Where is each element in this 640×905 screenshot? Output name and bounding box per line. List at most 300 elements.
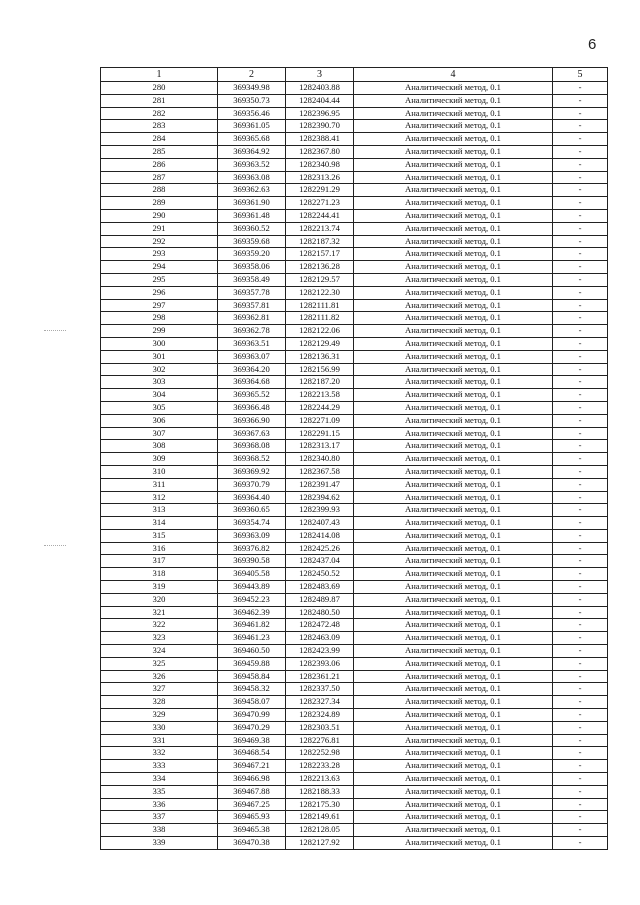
method-cell: Аналитический метод, 0.1: [354, 325, 553, 338]
method-cell: Аналитический метод, 0.1: [354, 670, 553, 683]
table-row: [101, 286, 608, 299]
point-number-cell: 329: [101, 709, 218, 722]
note-cell: -: [553, 747, 608, 760]
x-coordinate-cell: 369467.21: [218, 760, 286, 773]
margin-mark: [44, 545, 66, 546]
table-row: [101, 529, 608, 542]
x-coordinate-cell: 369363.52: [218, 158, 286, 171]
x-coordinate-cell: 369465.93: [218, 811, 286, 824]
method-cell: Аналитический метод, 0.1: [354, 734, 553, 747]
method-cell: Аналитический метод, 0.1: [354, 824, 553, 837]
table-row: [101, 581, 608, 594]
table-row: [101, 785, 608, 798]
note-cell: -: [553, 581, 608, 594]
method-cell: Аналитический метод, 0.1: [354, 517, 553, 530]
table-row: [101, 440, 608, 453]
note-cell: -: [553, 645, 608, 658]
method-cell: Аналитический метод, 0.1: [354, 645, 553, 658]
point-number-cell: 315: [101, 529, 218, 542]
table-row: [101, 773, 608, 786]
x-coordinate-cell: 369369.92: [218, 465, 286, 478]
x-coordinate-cell: 369362.78: [218, 325, 286, 338]
point-number-cell: 326: [101, 670, 218, 683]
note-cell: -: [553, 632, 608, 645]
y-coordinate-cell: 1282136.28: [286, 261, 354, 274]
x-coordinate-cell: 369470.38: [218, 837, 286, 850]
method-cell: Аналитический метод, 0.1: [354, 145, 553, 158]
table-row: [101, 107, 608, 120]
table-row: [101, 325, 608, 338]
point-number-cell: 288: [101, 184, 218, 197]
x-coordinate-cell: 369370.79: [218, 478, 286, 491]
point-number-cell: 291: [101, 222, 218, 235]
y-coordinate-cell: 1282244.41: [286, 209, 354, 222]
table-row: [101, 350, 608, 363]
note-cell: -: [553, 709, 608, 722]
point-number-cell: 336: [101, 798, 218, 811]
x-coordinate-cell: 369350.73: [218, 94, 286, 107]
y-coordinate-cell: 1282111.81: [286, 299, 354, 312]
table-header-row: [101, 68, 608, 82]
point-number-cell: 330: [101, 721, 218, 734]
margin-mark: [44, 330, 66, 331]
note-cell: -: [553, 619, 608, 632]
y-coordinate-cell: 1282122.30: [286, 286, 354, 299]
x-coordinate-cell: 369364.20: [218, 363, 286, 376]
table-row: [101, 760, 608, 773]
method-cell: Аналитический метод, 0.1: [354, 286, 553, 299]
table-row: [101, 197, 608, 210]
point-number-cell: 334: [101, 773, 218, 786]
table-row: [101, 337, 608, 350]
x-coordinate-cell: 369460.50: [218, 645, 286, 658]
table-row: [101, 632, 608, 645]
x-coordinate-cell: 369364.68: [218, 376, 286, 389]
note-cell: -: [553, 158, 608, 171]
x-coordinate-cell: 369356.46: [218, 107, 286, 120]
table-row: [101, 133, 608, 146]
table-row: [101, 273, 608, 286]
note-cell: -: [553, 593, 608, 606]
point-number-cell: 295: [101, 273, 218, 286]
x-coordinate-cell: 369467.25: [218, 798, 286, 811]
note-cell: -: [553, 363, 608, 376]
note-cell: -: [553, 401, 608, 414]
table-row: [101, 837, 608, 850]
method-cell: Аналитический метод, 0.1: [354, 401, 553, 414]
note-cell: -: [553, 350, 608, 363]
note-cell: -: [553, 389, 608, 402]
note-cell: -: [553, 414, 608, 427]
x-coordinate-cell: 369357.78: [218, 286, 286, 299]
note-cell: -: [553, 299, 608, 312]
table-row: [101, 82, 608, 95]
note-cell: -: [553, 606, 608, 619]
method-cell: Аналитический метод, 0.1: [354, 94, 553, 107]
table-row: [101, 568, 608, 581]
method-cell: Аналитический метод, 0.1: [354, 504, 553, 517]
point-number-cell: 318: [101, 568, 218, 581]
y-coordinate-cell: 1282483.69: [286, 581, 354, 594]
y-coordinate-cell: 1282404.44: [286, 94, 354, 107]
table-row: [101, 235, 608, 248]
table-row: [101, 709, 608, 722]
table-row: [101, 798, 608, 811]
method-cell: Аналитический метод, 0.1: [354, 261, 553, 274]
note-cell: -: [553, 248, 608, 261]
x-coordinate-cell: 369365.52: [218, 389, 286, 402]
table-row: [101, 427, 608, 440]
method-cell: Аналитический метод, 0.1: [354, 632, 553, 645]
y-coordinate-cell: 1282394.62: [286, 491, 354, 504]
x-coordinate-cell: 369357.81: [218, 299, 286, 312]
table-row: [101, 184, 608, 197]
x-coordinate-cell: 369359.20: [218, 248, 286, 261]
point-number-cell: 312: [101, 491, 218, 504]
point-number-cell: 314: [101, 517, 218, 530]
method-cell: Аналитический метод, 0.1: [354, 593, 553, 606]
x-coordinate-cell: 369364.40: [218, 491, 286, 504]
table-row: [101, 593, 608, 606]
y-coordinate-cell: 1282361.21: [286, 670, 354, 683]
column-header-3: 3: [286, 68, 354, 82]
method-cell: Аналитический метод, 0.1: [354, 798, 553, 811]
x-coordinate-cell: 369468.54: [218, 747, 286, 760]
y-coordinate-cell: 1282340.98: [286, 158, 354, 171]
note-cell: -: [553, 504, 608, 517]
note-cell: -: [553, 670, 608, 683]
x-coordinate-cell: 369467.88: [218, 785, 286, 798]
note-cell: -: [553, 107, 608, 120]
method-cell: Аналитический метод, 0.1: [354, 709, 553, 722]
point-number-cell: 324: [101, 645, 218, 658]
note-cell: -: [553, 235, 608, 248]
note-cell: -: [553, 94, 608, 107]
point-number-cell: 327: [101, 683, 218, 696]
point-number-cell: 319: [101, 581, 218, 594]
point-number-cell: 339: [101, 837, 218, 850]
x-coordinate-cell: 369461.23: [218, 632, 286, 645]
method-cell: Аналитический метод, 0.1: [354, 184, 553, 197]
method-cell: Аналитический метод, 0.1: [354, 337, 553, 350]
point-number-cell: 293: [101, 248, 218, 261]
point-number-cell: 320: [101, 593, 218, 606]
table-row: [101, 606, 608, 619]
note-cell: -: [553, 568, 608, 581]
column-header-2: 2: [218, 68, 286, 82]
note-cell: -: [553, 337, 608, 350]
method-cell: Аналитический метод, 0.1: [354, 581, 553, 594]
method-cell: Аналитический метод, 0.1: [354, 478, 553, 491]
method-cell: Аналитический метод, 0.1: [354, 350, 553, 363]
x-coordinate-cell: 369466.98: [218, 773, 286, 786]
y-coordinate-cell: 1282187.20: [286, 376, 354, 389]
table-row: [101, 747, 608, 760]
note-cell: -: [553, 286, 608, 299]
method-cell: Аналитический метод, 0.1: [354, 107, 553, 120]
note-cell: -: [553, 491, 608, 504]
point-number-cell: 299: [101, 325, 218, 338]
method-cell: Аналитический метод, 0.1: [354, 773, 553, 786]
method-cell: Аналитический метод, 0.1: [354, 811, 553, 824]
y-coordinate-cell: 1282414.08: [286, 529, 354, 542]
note-cell: -: [553, 376, 608, 389]
method-cell: Аналитический метод, 0.1: [354, 427, 553, 440]
x-coordinate-cell: 369362.81: [218, 312, 286, 325]
table-row: [101, 657, 608, 670]
x-coordinate-cell: 369469.38: [218, 734, 286, 747]
x-coordinate-cell: 369360.65: [218, 504, 286, 517]
note-cell: -: [553, 555, 608, 568]
note-cell: -: [553, 798, 608, 811]
table-row: [101, 312, 608, 325]
note-cell: -: [553, 773, 608, 786]
y-coordinate-cell: 1282425.26: [286, 542, 354, 555]
method-cell: Аналитический метод, 0.1: [354, 248, 553, 261]
table-row: [101, 491, 608, 504]
point-number-cell: 303: [101, 376, 218, 389]
coordinates-table: [100, 67, 608, 850]
y-coordinate-cell: 1282340.80: [286, 453, 354, 466]
point-number-cell: 322: [101, 619, 218, 632]
point-number-cell: 302: [101, 363, 218, 376]
point-number-cell: 286: [101, 158, 218, 171]
y-coordinate-cell: 1282157.17: [286, 248, 354, 261]
method-cell: Аналитический метод, 0.1: [354, 760, 553, 773]
y-coordinate-cell: 1282187.32: [286, 235, 354, 248]
note-cell: -: [553, 82, 608, 95]
point-number-cell: 321: [101, 606, 218, 619]
note-cell: -: [553, 312, 608, 325]
y-coordinate-cell: 1282213.63: [286, 773, 354, 786]
y-coordinate-cell: 1282291.29: [286, 184, 354, 197]
table-row: [101, 145, 608, 158]
x-coordinate-cell: 369364.92: [218, 145, 286, 158]
y-coordinate-cell: 1282463.09: [286, 632, 354, 645]
method-cell: Аналитический метод, 0.1: [354, 158, 553, 171]
note-cell: -: [553, 427, 608, 440]
table-body: [101, 82, 608, 850]
table-row: [101, 120, 608, 133]
y-coordinate-cell: 1282303.51: [286, 721, 354, 734]
point-number-cell: 306: [101, 414, 218, 427]
column-header-5: 5: [553, 68, 608, 82]
y-coordinate-cell: 1282367.80: [286, 145, 354, 158]
y-coordinate-cell: 1282391.47: [286, 478, 354, 491]
x-coordinate-cell: 369458.32: [218, 683, 286, 696]
page-number: 6: [588, 36, 597, 53]
x-coordinate-cell: 369366.90: [218, 414, 286, 427]
point-number-cell: 317: [101, 555, 218, 568]
note-cell: -: [553, 273, 608, 286]
method-cell: Аналитический метод, 0.1: [354, 133, 553, 146]
y-coordinate-cell: 1282396.95: [286, 107, 354, 120]
table-row: [101, 465, 608, 478]
x-coordinate-cell: 369365.68: [218, 133, 286, 146]
point-number-cell: 296: [101, 286, 218, 299]
note-cell: -: [553, 785, 608, 798]
method-cell: Аналитический метод, 0.1: [354, 721, 553, 734]
table-row: [101, 248, 608, 261]
y-coordinate-cell: 1282271.23: [286, 197, 354, 210]
x-coordinate-cell: 369363.07: [218, 350, 286, 363]
note-cell: -: [553, 145, 608, 158]
x-coordinate-cell: 369359.68: [218, 235, 286, 248]
note-cell: -: [553, 261, 608, 274]
y-coordinate-cell: 1282337.50: [286, 683, 354, 696]
point-number-cell: 298: [101, 312, 218, 325]
y-coordinate-cell: 1282149.61: [286, 811, 354, 824]
y-coordinate-cell: 1282188.33: [286, 785, 354, 798]
note-cell: -: [553, 453, 608, 466]
point-number-cell: 292: [101, 235, 218, 248]
point-number-cell: 301: [101, 350, 218, 363]
note-cell: -: [553, 824, 608, 837]
y-coordinate-cell: 1282252.98: [286, 747, 354, 760]
table-row: [101, 171, 608, 184]
y-coordinate-cell: 1282399.93: [286, 504, 354, 517]
table-row: [101, 824, 608, 837]
y-coordinate-cell: 1282111.82: [286, 312, 354, 325]
y-coordinate-cell: 1282450.52: [286, 568, 354, 581]
table-row: [101, 683, 608, 696]
table-row: [101, 504, 608, 517]
note-cell: -: [553, 760, 608, 773]
note-cell: -: [553, 657, 608, 670]
y-coordinate-cell: 1282480.50: [286, 606, 354, 619]
note-cell: -: [553, 517, 608, 530]
method-cell: Аналитический метод, 0.1: [354, 542, 553, 555]
point-number-cell: 309: [101, 453, 218, 466]
x-coordinate-cell: 369361.05: [218, 120, 286, 133]
note-cell: -: [553, 734, 608, 747]
table-row: [101, 619, 608, 632]
method-cell: Аналитический метод, 0.1: [354, 209, 553, 222]
y-coordinate-cell: 1282156.99: [286, 363, 354, 376]
x-coordinate-cell: 369354.74: [218, 517, 286, 530]
x-coordinate-cell: 369458.84: [218, 670, 286, 683]
method-cell: Аналитический метод, 0.1: [354, 414, 553, 427]
table-row: [101, 696, 608, 709]
x-coordinate-cell: 369459.88: [218, 657, 286, 670]
x-coordinate-cell: 369367.63: [218, 427, 286, 440]
x-coordinate-cell: 369376.82: [218, 542, 286, 555]
method-cell: Аналитический метод, 0.1: [354, 837, 553, 850]
point-number-cell: 311: [101, 478, 218, 491]
note-cell: -: [553, 197, 608, 210]
y-coordinate-cell: 1282388.41: [286, 133, 354, 146]
note-cell: -: [553, 811, 608, 824]
method-cell: Аналитический метод, 0.1: [354, 465, 553, 478]
table-row: [101, 209, 608, 222]
point-number-cell: 335: [101, 785, 218, 798]
method-cell: Аналитический метод, 0.1: [354, 312, 553, 325]
x-coordinate-cell: 369470.99: [218, 709, 286, 722]
method-cell: Аналитический метод, 0.1: [354, 683, 553, 696]
y-coordinate-cell: 1282213.74: [286, 222, 354, 235]
x-coordinate-cell: 369452.23: [218, 593, 286, 606]
y-coordinate-cell: 1282393.06: [286, 657, 354, 670]
point-number-cell: 325: [101, 657, 218, 670]
note-cell: -: [553, 133, 608, 146]
x-coordinate-cell: 369362.63: [218, 184, 286, 197]
y-coordinate-cell: 1282423.99: [286, 645, 354, 658]
point-number-cell: 290: [101, 209, 218, 222]
table-row: [101, 721, 608, 734]
method-cell: Аналитический метод, 0.1: [354, 555, 553, 568]
y-coordinate-cell: 1282175.30: [286, 798, 354, 811]
point-number-cell: 289: [101, 197, 218, 210]
y-coordinate-cell: 1282271.09: [286, 414, 354, 427]
y-coordinate-cell: 1282407.43: [286, 517, 354, 530]
point-number-cell: 287: [101, 171, 218, 184]
method-cell: Аналитический метод, 0.1: [354, 568, 553, 581]
point-number-cell: 313: [101, 504, 218, 517]
table-row: [101, 670, 608, 683]
point-number-cell: 282: [101, 107, 218, 120]
x-coordinate-cell: 369363.08: [218, 171, 286, 184]
point-number-cell: 294: [101, 261, 218, 274]
point-number-cell: 283: [101, 120, 218, 133]
table-row: [101, 389, 608, 402]
method-cell: Аналитический метод, 0.1: [354, 376, 553, 389]
table-row: [101, 94, 608, 107]
note-cell: -: [553, 120, 608, 133]
y-coordinate-cell: 1282437.04: [286, 555, 354, 568]
x-coordinate-cell: 369443.89: [218, 581, 286, 594]
y-coordinate-cell: 1282276.81: [286, 734, 354, 747]
table-row: [101, 811, 608, 824]
x-coordinate-cell: 369461.82: [218, 619, 286, 632]
method-cell: Аналитический метод, 0.1: [354, 606, 553, 619]
point-number-cell: 284: [101, 133, 218, 146]
y-coordinate-cell: 1282291.15: [286, 427, 354, 440]
point-number-cell: 310: [101, 465, 218, 478]
y-coordinate-cell: 1282244.29: [286, 401, 354, 414]
point-number-cell: 297: [101, 299, 218, 312]
point-number-cell: 307: [101, 427, 218, 440]
y-coordinate-cell: 1282127.92: [286, 837, 354, 850]
y-coordinate-cell: 1282233.28: [286, 760, 354, 773]
x-coordinate-cell: 369405.58: [218, 568, 286, 581]
method-cell: Аналитический метод, 0.1: [354, 747, 553, 760]
y-coordinate-cell: 1282367.58: [286, 465, 354, 478]
y-coordinate-cell: 1282213.58: [286, 389, 354, 402]
point-number-cell: 331: [101, 734, 218, 747]
point-number-cell: 308: [101, 440, 218, 453]
table-row: [101, 158, 608, 171]
table-row: [101, 401, 608, 414]
x-coordinate-cell: 369462.39: [218, 606, 286, 619]
x-coordinate-cell: 369368.52: [218, 453, 286, 466]
method-cell: Аналитический метод, 0.1: [354, 120, 553, 133]
x-coordinate-cell: 369363.51: [218, 337, 286, 350]
x-coordinate-cell: 369458.07: [218, 696, 286, 709]
point-number-cell: 338: [101, 824, 218, 837]
point-number-cell: 305: [101, 401, 218, 414]
table-row: [101, 261, 608, 274]
note-cell: -: [553, 478, 608, 491]
table-row: [101, 453, 608, 466]
note-cell: -: [553, 325, 608, 338]
method-cell: Аналитический метод, 0.1: [354, 171, 553, 184]
method-cell: Аналитический метод, 0.1: [354, 222, 553, 235]
point-number-cell: 328: [101, 696, 218, 709]
x-coordinate-cell: 369349.98: [218, 82, 286, 95]
table-row: [101, 517, 608, 530]
y-coordinate-cell: 1282313.17: [286, 440, 354, 453]
y-coordinate-cell: 1282403.88: [286, 82, 354, 95]
